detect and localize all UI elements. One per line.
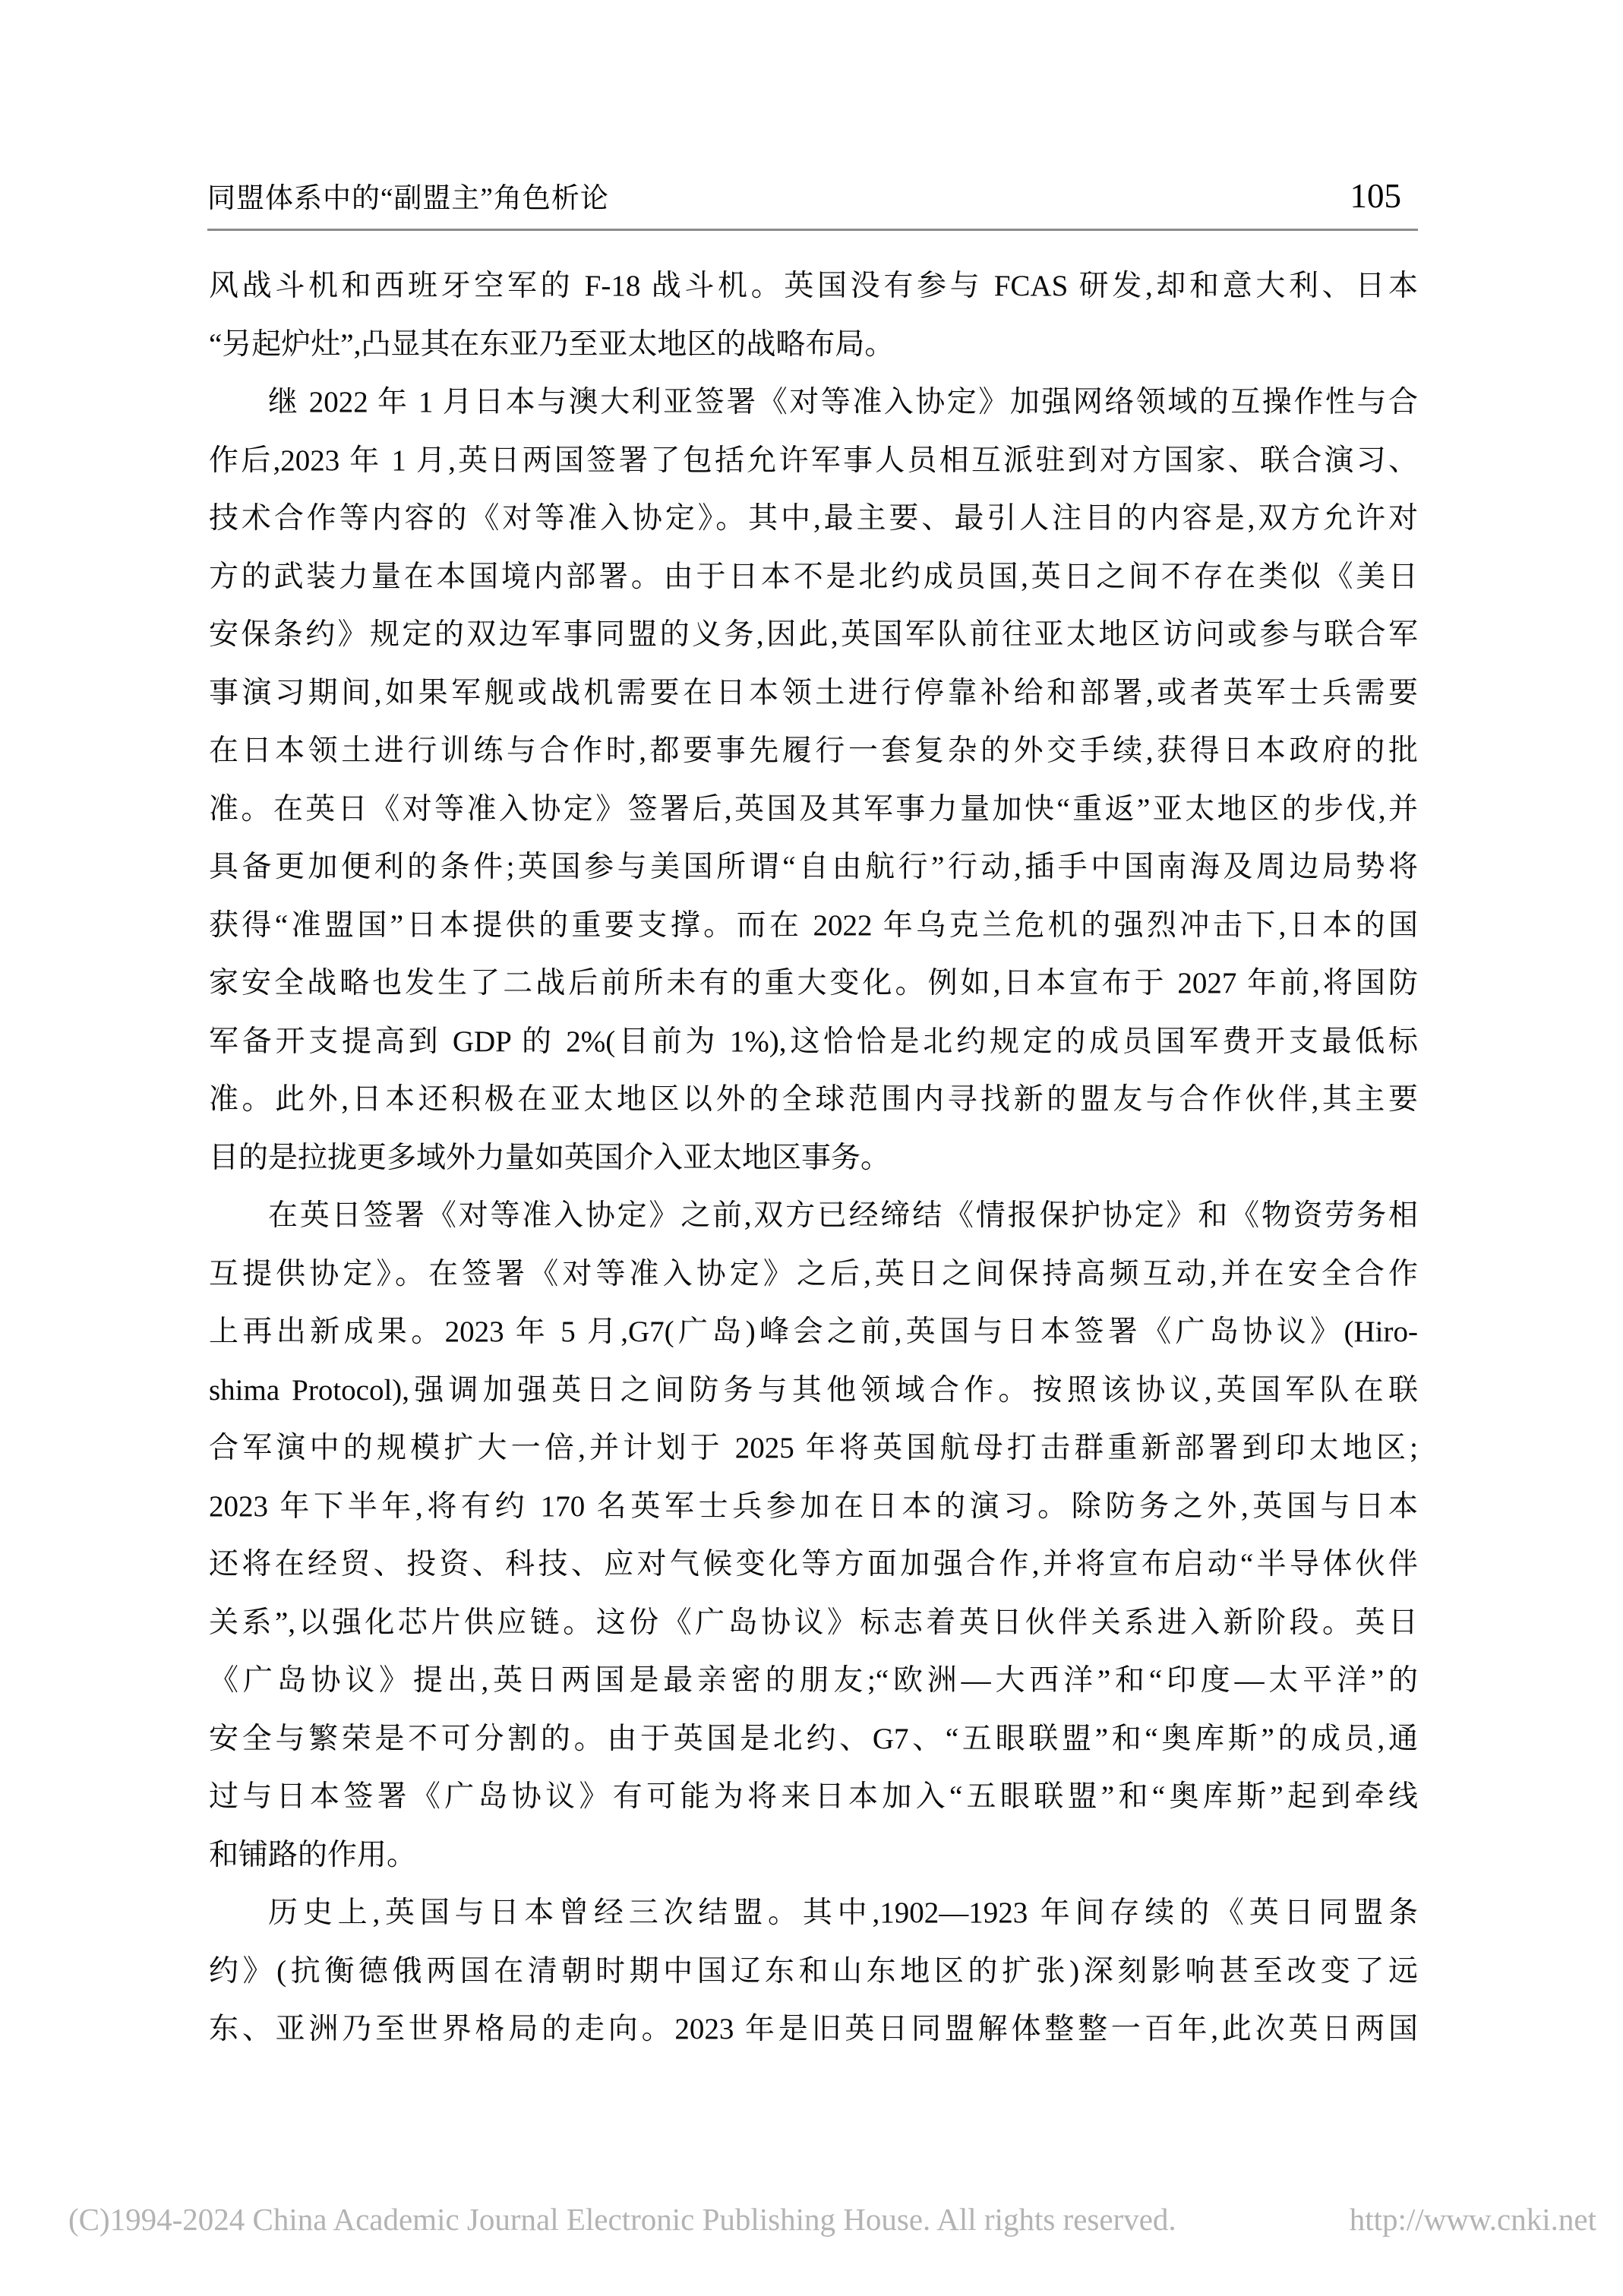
body-line: 获得“准盟国”日本提供的重要支撑。而在 2022 年乌克兰危机的强烈冲击下,日本的国 xyxy=(209,908,1418,942)
body-line: “另起炉灶”,凸显其在东亚乃至亚太地区的战略布局。 xyxy=(209,327,895,361)
body-line: 军备开支提高到 GDP 的 2%(目前为 1%),这恰恰是北约规定的成员国军费开支最低标 xyxy=(209,1025,1418,1058)
body-line: 风战斗机和西班牙空军的 F-18 战斗机。英国没有参与 FCAS 研发,却和意大利、日本 xyxy=(209,270,1418,302)
body-line: 技术合作等内容的《对等准入协定》。其中,最主要、最引人注目的内容是,双方允许对 xyxy=(209,502,1418,535)
body-line: 和铺路的作用。 xyxy=(209,1838,417,1871)
body-line: 继 2022 年 1 月日本与澳大利亚签署《对等准入协定》加强网络领域的互操作性与合 xyxy=(268,386,1418,418)
body-column xyxy=(209,257,1418,2059)
body-line: 关系”,以强化芯片供应链。这份《广岛协议》标志着英日伙伴关系进入新阶段。英日 xyxy=(209,1606,1418,1639)
body-line: 准。此外,日本还积极在亚太地区以外的全球范围内寻找新的盟友与合作伙伴,其主要 xyxy=(209,1083,1418,1116)
body-line: 家安全战略也发生了二战后前所未有的重大变化。例如,日本宣布于 2027 年前,将国防 xyxy=(209,967,1418,1000)
body-line: 2023 年下半年,将有约 170 名英军士兵参加在日本的演习。除防务之外,英国与日本 xyxy=(209,1489,1418,1523)
body-line: 安全与繁荣是不可分割的。由于英国是北约、G7、“五眼联盟”和“奥库斯”的成员,通 xyxy=(209,1722,1418,1755)
body-line: 过与日本签署《广岛协议》有可能为将来日本加入“五眼联盟”和“奥库斯”起到牵线 xyxy=(209,1780,1418,1813)
body-line: 在日本领土进行训练与合作时,都要事先履行一套复杂的外交手续,获得日本政府的批 xyxy=(209,734,1418,767)
body-line: 在英日签署《对等准入协定》之前,双方已经缔结《情报保护协定》和《物资劳务相 xyxy=(268,1199,1418,1232)
body-line: 事演习期间,如果军舰或战机需要在日本领土进行停靠补给和部署,或者英军士兵需要 xyxy=(209,676,1418,709)
body-line: 具备更加便利的条件;英国参与美国所谓“自由航行”行动,插手中国南海及周边局势将 xyxy=(209,851,1418,883)
cnki-url: http://www.cnki.net xyxy=(1349,2202,1596,2237)
body-line: shima Protocol),强调加强英日之间防务与其他领域合作。按照该协议,英国军队在联 xyxy=(209,1373,1418,1407)
body-line: 作后,2023 年 1 月,英日两国签署了包括允许军事人员相互派驻到对方国家、联合演习、 xyxy=(209,444,1418,477)
body-line: 上再出新成果。2023 年 5 月,G7(广岛)峰会之前,英国与日本签署《广岛协议》(Hiro- xyxy=(209,1315,1418,1348)
body-line: 约》(抗衡德俄两国在清朝时期中国辽东和山东地区的扩张)深刻影响甚至改变了远 xyxy=(209,1954,1418,1988)
body-line: 目的是拉拢更多域外力量如英国介入亚太地区事务。 xyxy=(209,1141,891,1174)
body-line: 《广岛协议》提出,英日两国是最亲密的朋友;“欧洲—大西洋”和“印度—太平洋”的 xyxy=(209,1664,1418,1697)
page-number: 105 xyxy=(1350,177,1401,215)
body-line: 东、亚洲乃至世界格局的走向。2023 年是旧英日同盟解体整整一百年,此次英日两国 xyxy=(209,2013,1418,2045)
body-line: 方的武装力量在本国境内部署。由于日本不是北约成员国,英日之间不存在类似《美日 xyxy=(209,560,1418,593)
body-line: 安保条约》规定的双边军事同盟的义务,因此,英国军队前往亚太地区访问或参与联合军 xyxy=(209,618,1418,651)
page-header xyxy=(207,175,1418,216)
copyright-notice: (C)1994-2024 China Academic Journal Electronic Publishing House. All rights reserved. xyxy=(68,2202,1176,2237)
body-line: 还将在经贸、投资、科技、应对气候变化等方面加强合作,并将宣布启动“半导体伙伴 xyxy=(209,1548,1418,1581)
body-line: 合军演中的规模扩大一倍,并计划于 2025 年将英国航母打击群重新部署到印太地区; xyxy=(209,1432,1418,1464)
body-line: 历史上,英国与日本曾经三次结盟。其中,1902—1923 年间存续的《英日同盟条 xyxy=(268,1896,1418,1929)
running-head-title: 同盟体系中的“副盟主”角色析论 xyxy=(207,183,609,214)
header-divider-rule xyxy=(207,229,1418,231)
page-footer xyxy=(68,2201,1596,2238)
body-line: 准。在英日《对等准入协定》签署后,英国及其军事力量加快“重返”亚太地区的步伐,并 xyxy=(209,792,1418,826)
body-line: 互提供协定》。在签署《对等准入协定》之后,英日之间保持高频互动,并在安全合作 xyxy=(209,1257,1418,1290)
